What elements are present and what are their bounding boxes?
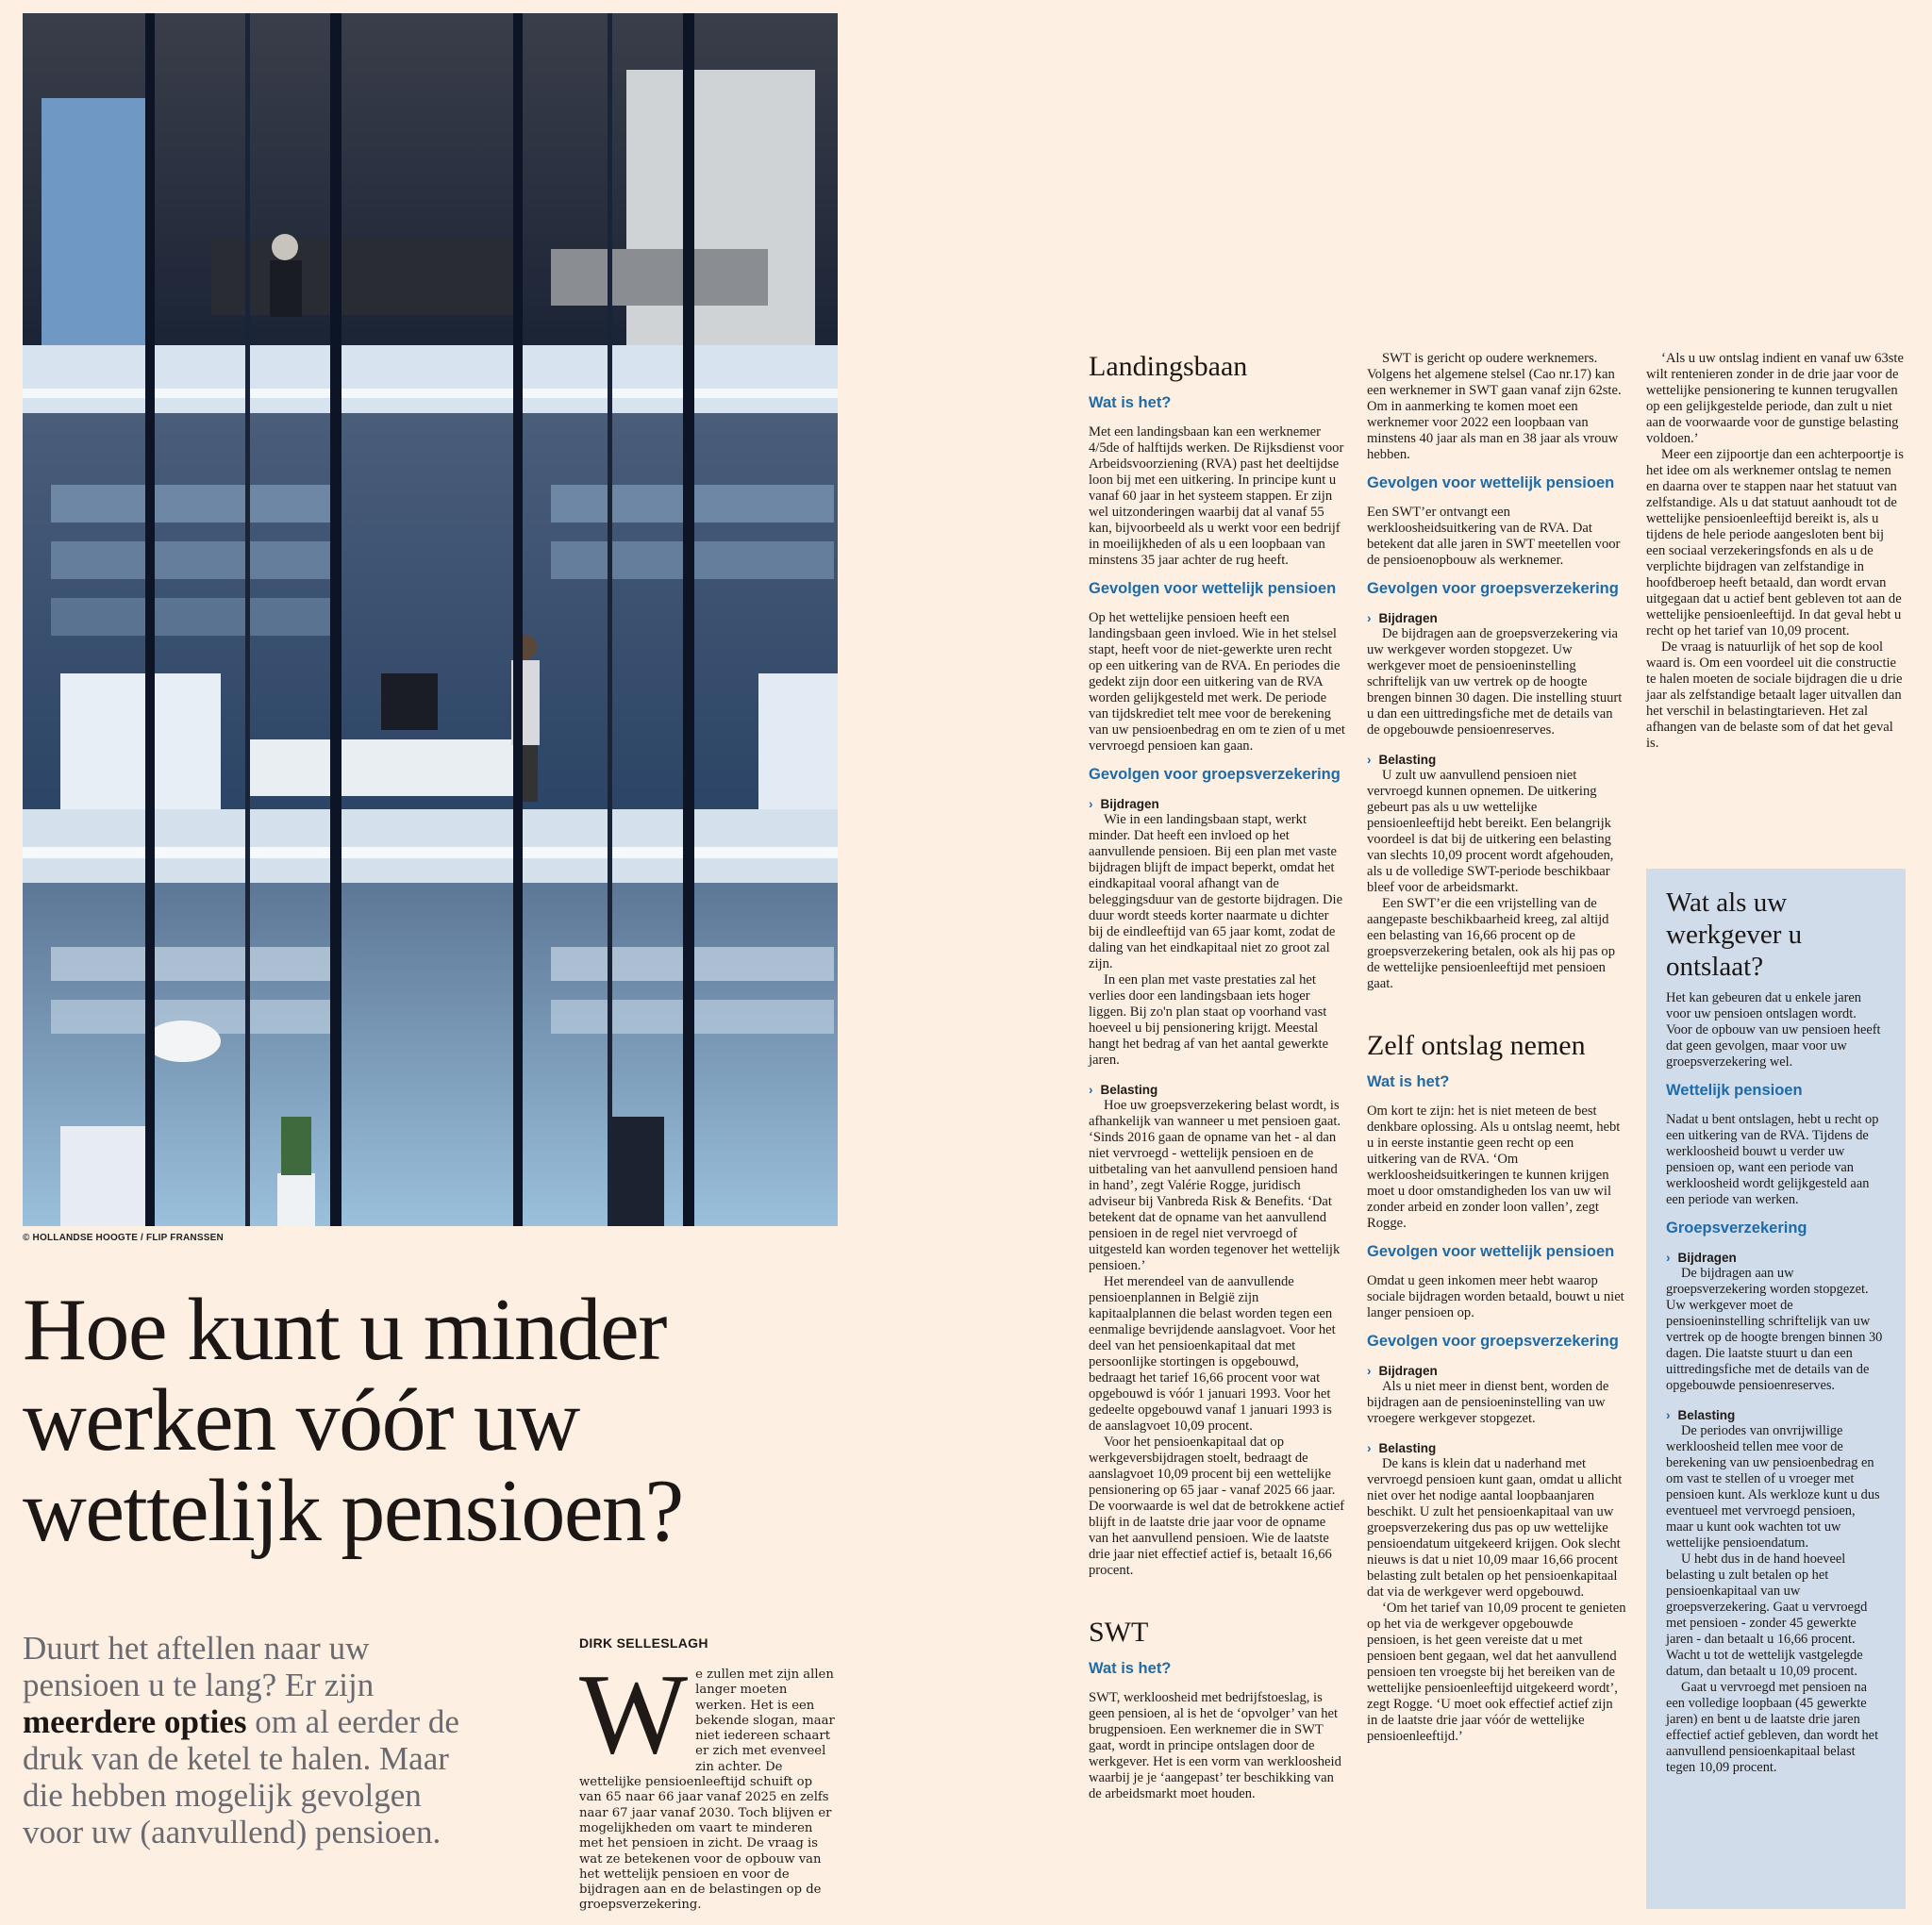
subheading: Gevolgen voor wettelijk pensioen <box>1367 474 1615 491</box>
bullet-label: Bijdragen <box>1677 1251 1737 1265</box>
sidebar-box-content <box>1666 887 1885 1776</box>
article-intro <box>23 1630 466 1850</box>
subheading: Wettelijk pensioen <box>1666 1082 1803 1099</box>
article-lead <box>579 1651 836 1914</box>
section-zelf-ontslag <box>1646 351 1906 752</box>
bullet-heading <box>1367 1363 1626 1379</box>
bullet-label: Belasting <box>1378 1441 1437 1455</box>
body-text: De bijdragen aan de groepsverzekering via uw werkgever worden stopgezet. Uw werkgever moet de pensioeninstelling schriftelijk van uw vertrek op de hoogte brengen binnen 30 dagen. Die instelling stuurt u dan een uittredingsfiche met de details van de opgebouwde pensioenreserves. <box>1367 626 1623 738</box>
body-text: Een SWT’er ontvangt een werkloosheidsuitkering van de RVA. Dat betekent dat alle jaren in SWT meetellen voor de pensioenopbouw als werknemer. <box>1367 505 1621 568</box>
box-title: Wat als uw werkgever u ontslaat? <box>1666 888 1803 982</box>
body-text: Voor het pensioenkapitaal dat op werkgeversbijdragen stoelt, bedraagt de aanslagvoet 10,09 procent bij een wettelijke pensionering op 65 jaar - vanaf 2025 66 jaar. De voorwaarde is wel dat de betrokkene actief blijft in de laatste drie jaar voor de opname van het aanvullend pensioen. Wie de laatste drie jaar niet effectief actief is, betaalt 16,66 procent. <box>1089 1435 1345 1578</box>
subheading: Gevolgen voor groepsverzekering <box>1367 580 1619 597</box>
bullet-label: Belasting <box>1378 753 1437 767</box>
subheading: Wat is het? <box>1367 1073 1450 1090</box>
body-text: Gaat u vervroegd met pensioen na een volledige loopbaan (45 gewerkte jaren) en bent u de laatste drie jaren effectief actief gebleven, dan wordt het aanvullend pensioenkapitaal belast tegen 10,09 procent. <box>1666 1680 1879 1775</box>
article-headline: Hoe kunt u minder werken vóór uw wettelijk pensioen? <box>23 1281 683 1560</box>
section-title: Landingsbaan <box>1089 351 1248 382</box>
body-text: De vraag is natuurlijk of het sop de kool waard is. Om een voordeel uit die constructie te halen moeten de sociale bijdragen die u drie jaar als zelfstandige betaalt lager uitvallen dan het verschil in belastingtarieven. Het zal afhangen van de belaste som of dat het geval is. <box>1646 639 1903 751</box>
body-text: Als u niet meer in dienst bent, worden de bijdragen aan de pensioeninstelling van uw vroegere werkgever stopgezet. <box>1367 1379 1609 1426</box>
dropcap: W <box>579 1651 689 1778</box>
subheading: Gevolgen voor groepsverzekering <box>1367 1333 1619 1350</box>
photo-credit: © HOLLANDSE HOOGTE / FLIP FRANSSEN <box>23 1233 224 1243</box>
body-text: De bijdragen aan uw groepsverzekering worden stopgezet. Uw werkgever moet de pensioeninstelling schriftelijk van uw vertrek op de hoogte brengen binnen 30 dagen. Die laatste stuurt u dan een uittredingsfiche met de details van de opgebouwde pensioenreserves. <box>1666 1266 1883 1393</box>
body-text: ‘Als u uw ontslag indient en vanaf uw 63ste wilt rentenieren zonder in de drie jaar voor de wettelijke pensionering te kunnen terugvallen op een gelijkgestelde periode, dan zult u niet aan de voorwaarde voor de gunstige belasting voldoen.’ <box>1646 351 1904 446</box>
chevron-right-icon: › <box>1367 1441 1372 1455</box>
body-text: SWT, werkloosheid met bedrijfstoeslag, is geen pensioen, al is het de ‘opvolger’ van het brugpensioen. Een werknemer die in SWT gaat, wordt in principe ontslagen door de werkgever. Het is een vorm van werkloosheid waarbij je je ‘aangepast’ ter beschikking van de arbeidsmarkt moet houden. <box>1089 1690 1341 1801</box>
chevron-right-icon: › <box>1367 611 1372 625</box>
office-building-photo-icon <box>23 13 838 1226</box>
bullet-label: Bijdragen <box>1378 1364 1438 1378</box>
subheading: Wat is het? <box>1089 1660 1172 1677</box>
body-text: ‘Om het tarief van 10,09 procent te genieten op het via de werkgever opgebouwde pensioen, is het geen vereiste dat u met pensioen bent gegaan, wel dat het aanvullend pensioen ten vroegste bij het bereiken van de wettelijke pensioenleeftijd uitgekeerd wordt’, zegt Rogge. ‘U moet ook effectief actief zijn in de laatste drie jaar vóór de wettelijke pensioenleeftijd.’ <box>1367 1601 1626 1744</box>
subheading: Gevolgen voor groepsverzekering <box>1089 766 1341 783</box>
bullet-heading <box>1367 752 1626 768</box>
body-text: Omdat u geen inkomen meer hebt waarop sociale bijdragen worden betaald, bouwt u niet langer pensioen op. <box>1367 1273 1624 1320</box>
body-text: De periodes van onvrijwillige werkloosheid tellen mee voor de berekening van uw pensioenbedrag en om vast te stellen of u vroeger met pensioen kunt. Als werkloze kunt u dus eventueel met vervroegd pensioen, maar u kunt ook wachten tot uw wettelijke pensioendatum. <box>1666 1423 1880 1551</box>
body-text: Met een landingsbaan kan een werknemer 4/5de of halftijds werken. De Rijksdienst voor Arbeidsvoorziening (RVA) past het deeltijdse loon bij met een uitkering. In principe kunt u vanaf 60 jaar in het systeem stappen. Er zijn wel uitzonderingen waarbij dat al vanaf 55 kan, bijvoorbeeld als u werkt voor een bedrijf in moeilijkheden of als u een loopbaan van minstens 35 jaar achter de rug heeft. <box>1089 424 1344 568</box>
lead-text: e zullen met zijn allen langer moeten werken. Het is een bekende slogan, maar niet iedereen schaart er zich met evenveel zin achter. De wettelijke pensioenleeftijd schuift op van 65 naar 66 jaar vanaf 2025 en zelfs naar 67 jaar vanaf 2030. Toch blijven er mogelijkheden om vaart te minderen met het pensioen in zicht. De vraag is wat ze betekenen voor de opbouw van het wettelijk pensioen en voor de bijdragen aan en de belastingen op de groepsverzekering. <box>579 1668 835 1913</box>
chevron-right-icon: › <box>1666 1408 1671 1422</box>
intro-bold-text: meerdere opties <box>23 1703 247 1740</box>
chevron-right-icon: › <box>1089 797 1093 811</box>
section-swt <box>1367 351 1626 1745</box>
chevron-right-icon: › <box>1666 1251 1671 1265</box>
article-author: DIRK SELLESLAGH <box>579 1635 708 1651</box>
bullet-label: Bijdragen <box>1378 611 1438 625</box>
section-landingsbaan <box>1089 351 1345 1802</box>
body-text: Het kan gebeuren dat u enkele jaren voor uw pensioen ontslagen wordt. Voor de opbouw van uw pensioen heeft dat geen gevolgen, maar voor uw groepsverzekering wel. <box>1666 990 1881 1070</box>
intro-text: Duurt het aftellen naar uw pensioen u te lang? Er zijn <box>23 1630 375 1703</box>
subheading: Groepsverzekering <box>1666 1220 1807 1236</box>
body-text: Om kort te zijn: het is niet meteen de best denkbare oplossing. Als u ontslag neemt, hebt u in eerste instantie geen recht op een uitkering van de RVA. ‘Om werkloosheidsuitkeringen te kunnen krijgen moet u door omstandigheden los van uw wil zonder arbeid en zonder loon vallen’, zegt Rogge. <box>1367 1104 1621 1231</box>
body-text: Meer een zijpoortje dan een achterpoortje is het idee om als werknemer ontslag te nemen en daarna over te stappen naar het statuut van zelfstandige. Als u dat statuut aanhoudt tot de wettelijke pensioenleeftijd bereikt is, als u tijdens de hele periode aangesloten bent bij een sociaal verzekeringsfonds en als u de verplichte bijdragen van zelfstandige in hoofdberoep heeft betaald, dan wordt ervan uitgegaan dat u actief bent gebleven tot aan de wettelijke pensioenleeftijd. In dat geval hebt u recht op het tarief van 10,09 procent. <box>1646 447 1904 639</box>
body-text: In een plan met vaste prestaties zal het verlies door een landingsbaan iets hoger liggen. Bij zo'n plan staat op voorhand vast hoeveel u bij pensionering krijgt. Meestal hangt het bedrag af van het aantal gewerkte jaren. <box>1089 972 1329 1068</box>
chevron-right-icon: › <box>1367 1364 1372 1378</box>
bullet-heading <box>1666 1407 1885 1423</box>
body-text: U zult uw aanvullend pensioen niet vervroegd kunnen opnemen. De uitkering gebeurt pas als u uw wettelijke pensioenleeftijd hebt bereikt. Een belangrijk voordeel is dat bij de uitkering een belasting van slechts 10,09 procent wordt afgehouden, als u de volledige SWT-periode beschikbaar bleef voor de arbeidsmarkt. <box>1367 768 1614 895</box>
section-title: Zelf ontslag nemen <box>1367 1030 1586 1061</box>
body-text: Hoe uw groepsverzekering belast wordt, is afhankelijk van wanneer u met pensioen gaat. ‘Sinds 2016 gaan de opname van het - al dan niet vervroegd - wettelijk pensioen en de uitbetaling van het aanvullend pensioen hand in hand’, zegt Valérie Rogge, juridisch adviseur bij Vanbreda Risk & Benefits. ‘Dat betekent dat de opname van het aanvullend pensioen in de regel niet vervroegd of uitgesteld kan worden tegenover het wettelijk pensioen.’ <box>1089 1098 1341 1273</box>
chevron-right-icon: › <box>1089 1083 1093 1097</box>
subheading: Gevolgen voor wettelijk pensioen <box>1089 580 1337 597</box>
bullet-heading <box>1367 610 1626 626</box>
bullet-heading <box>1089 1082 1345 1098</box>
body-text: Het merendeel van de aanvullende pensioenplannen in België zijn kapitaalplannen die belast worden tegen een eenmalige bevrijdende aanslagvoet. Voor het deel van het pensioenkapitaal dat met persoonlijke stortingen is opgebouwd, bedraagt het tarief 16,66 procent voor wat opgebouwd is vóór 1 januari 1993. Voor het gedeelte opgebouwd vanaf 1 januari 1993 is de aanslagvoet 10,09 procent. <box>1089 1274 1336 1434</box>
bullet-heading <box>1367 1440 1626 1456</box>
bullet-label: Belasting <box>1677 1408 1736 1422</box>
section-title: SWT <box>1089 1617 1149 1648</box>
bullet-label: Belasting <box>1100 1083 1158 1097</box>
subheading: Gevolgen voor wettelijk pensioen <box>1367 1243 1615 1260</box>
body-text: Een SWT’er die een vrijstelling van de aangepaste beschikbaarheid kreeg, zal altijd een belasting van 16,66 procent op de groepsverzekering betalen, ook als hij pas op de wettelijke pensioenleeftijd met pensioen gaat. <box>1367 896 1616 991</box>
bullet-label: Bijdragen <box>1100 797 1159 811</box>
body-text: Nadat u bent ontslagen, hebt u recht op een uitkering van de RVA. Tijdens de werkloosheid bouwt u verder uw pensioen op, want een periode van werkloosheid wordt gelijkgesteld aan een periode van werken. <box>1666 1112 1879 1207</box>
body-text: SWT is gericht op oudere werknemers. Volgens het algemene stelsel (Cao nr.17) kan een werknemer in SWT gaan vanaf zijn 62ste. Om in aanmerking te komen moet een werknemer voor 2022 een loopbaan van minstens 40 jaar als man en 38 jaar als vrouw hebben. <box>1367 351 1622 462</box>
article-photo <box>23 13 838 1226</box>
intro-text-end: om al eerder de druk van de ketel te halen. Maar die hebben mogelijk gevolgen voor uw (aanvullend) pensioen. <box>23 1703 459 1850</box>
body-text: U hebt dus in de hand hoeveel belasting u zult betalen op het pensioenkapitaal van uw groepsverzekering. Gaat u vervroegd met pensioen - zonder 45 gewerkte jaren - dan betaalt u 16,66 procent. Wacht u tot de wettelijk vastgelegde datum, dan betaalt u 10,09 procent. <box>1666 1552 1868 1679</box>
bullet-heading <box>1666 1250 1885 1266</box>
bullet-heading <box>1089 796 1345 812</box>
subheading: Wat is het? <box>1089 394 1172 411</box>
chevron-right-icon: › <box>1367 753 1372 767</box>
body-text: De kans is klein dat u naderhand met vervroegd pensioen kunt gaan, omdat u allicht niet over het nodige aantal loopbaanjaren beschikt. U zult het pensioenkapitaal van uw groepsverzekering dus pas op uw wettelijke pensioendatum uitgekeerd krijgen. Ook slecht nieuws is dat u niet 10,09 maar 16,66 procent belasting zult betalen op het pensioenkapitaal dat via de werkgever werd opgebouwd. <box>1367 1456 1623 1600</box>
body-text: Wie in een landingsbaan stapt, werkt minder. Dat heeft een invloed op het aanvullende pensioen. Bij een plan met vaste bijdragen blijft de impact beperkt, omdat het eindkapitaal vooral afhangt van de beleggingsduur van de gestorte bijdragen. Die duur wordt steeds korter naarmate u dichter bij de eindleeftijd van 65 jaar komt, zodat de daling van het eindkapitaal niet zo groot zal zijn. <box>1089 812 1343 971</box>
body-text: Op het wettelijke pensioen heeft een landingsbaan geen invloed. Wie in het stelsel stapt, heeft voor de niet-gewerkte uren recht op een uitkering van de RVA. En periodes die gedekt zijn door een uitkering van de RVA worden gelijkgesteld met werk. De periode van tijdskrediet telt mee voor de berekening van uw pensioenbedrag en om te zien of u met vervroegd pensioen kan gaan. <box>1089 610 1345 754</box>
